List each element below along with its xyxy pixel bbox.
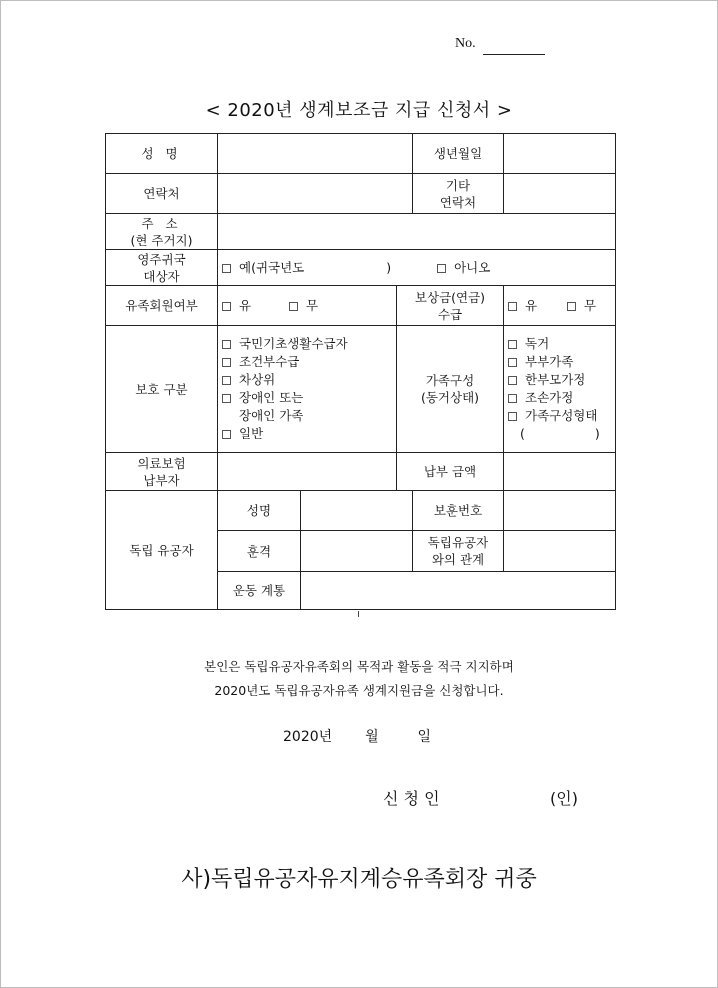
protection-option-near-poverty[interactable]: 차상위	[222, 371, 392, 389]
document-number-label: No.	[455, 36, 476, 51]
protection-label: 보호 구분	[106, 326, 218, 453]
form-title: < 2020년 생계보조금 지급 신청서 >	[205, 100, 513, 121]
date-year: 2020년	[283, 729, 333, 745]
checkbox-icon[interactable]	[222, 340, 231, 349]
table-tick-mark	[358, 611, 359, 617]
date-month: 월	[365, 729, 379, 745]
pension-label-line2: 수급	[437, 306, 463, 322]
family-label	[397, 326, 504, 453]
other-contact-label	[413, 174, 504, 214]
protection-options	[218, 326, 397, 453]
family-options	[504, 326, 616, 453]
repatriation-options	[218, 250, 616, 286]
application-date	[283, 726, 431, 746]
address-label-line1: 주 소	[141, 215, 182, 231]
statement-line2: 2020년도 독립유공자유족 생계지원금을 신청합니다.	[214, 683, 504, 698]
address-label-line2: (현 주거지)	[130, 232, 193, 248]
checkbox-icon[interactable]	[289, 302, 298, 311]
repatriation-no-option[interactable]: 아니오	[437, 260, 490, 275]
patriot-name-field[interactable]	[301, 491, 413, 531]
insurance-label-line2: 납부자	[143, 472, 180, 488]
checkbox-icon[interactable]	[437, 264, 446, 273]
family-other-field[interactable]: ( )	[520, 426, 600, 441]
patriot-label: 독립 유공자	[106, 491, 218, 610]
insurance-field[interactable]	[218, 453, 397, 491]
family-option-alone[interactable]: 독거	[508, 335, 611, 353]
other-contact-label-line2: 연락처	[439, 194, 477, 210]
document-number-field[interactable]	[483, 54, 545, 55]
pension-label	[397, 286, 504, 326]
checkbox-icon[interactable]	[222, 264, 231, 273]
other-contact-label-line1: 기타	[445, 177, 471, 193]
patriot-merit-label: 훈격	[218, 531, 301, 572]
patriot-name-label: 성명	[218, 491, 301, 531]
patriot-movement-label: 운동 계통	[218, 572, 301, 610]
statement-line1: 본인은 독립유공자유족회의 목적과 활동을 적극 지지하며	[204, 659, 514, 674]
patriot-relation-label-line2: 와의 관계	[431, 552, 485, 567]
family-label-line2: (동거상태)	[420, 390, 480, 405]
member-no-option[interactable]: 무	[289, 298, 318, 313]
patriot-relation-label	[413, 531, 504, 572]
patriot-number-field[interactable]	[504, 491, 616, 531]
statement	[0, 655, 718, 703]
protection-option-disabled-family: 장애인 가족	[239, 408, 304, 423]
repatriation-label-line2: 대상자	[143, 268, 180, 284]
application-form-table	[105, 133, 616, 610]
checkbox-icon[interactable]	[508, 376, 517, 385]
checkbox-icon[interactable]	[508, 358, 517, 367]
pension-no-option[interactable]: 무	[567, 298, 596, 313]
member-options	[218, 286, 397, 326]
contact-label: 연락처	[106, 174, 218, 214]
patriot-relation-label-line1: 독립유공자	[427, 535, 489, 550]
member-yes-option[interactable]: 유	[222, 298, 251, 313]
protection-option-basic-livelihood[interactable]: 국민기초생활수급자	[222, 335, 392, 353]
patriot-merit-field[interactable]	[301, 531, 413, 572]
family-option-grandparent[interactable]: 조손가정	[508, 389, 611, 407]
checkbox-icon[interactable]	[508, 302, 517, 311]
family-option-couple[interactable]: 부부가족	[508, 353, 611, 371]
address-field[interactable]	[218, 214, 616, 250]
applicant-label: 신 청 인	[383, 789, 440, 808]
checkbox-icon[interactable]	[222, 430, 231, 439]
checkbox-icon[interactable]	[222, 358, 231, 367]
birth-field[interactable]	[504, 134, 616, 174]
patriot-number-label: 보훈번호	[413, 491, 504, 531]
applicant-seal: (인)	[550, 789, 578, 808]
repatriation-yes-option[interactable]: 예(귀국년도	[222, 260, 304, 275]
date-day: 일	[417, 729, 432, 745]
name-field[interactable]	[218, 134, 413, 174]
payment-label: 납부 금액	[397, 453, 504, 491]
pension-options	[504, 286, 616, 326]
insurance-label-line1: 의료보험	[137, 455, 186, 471]
pension-yes-option[interactable]: 유	[508, 298, 537, 313]
family-label-line1: 가족구성	[425, 373, 475, 388]
contact-field[interactable]	[218, 174, 413, 214]
family-option-other[interactable]: 가족구성형태	[508, 407, 611, 425]
checkbox-icon[interactable]	[222, 302, 231, 311]
protection-option-general[interactable]: 일반	[222, 425, 392, 443]
checkbox-icon[interactable]	[508, 394, 517, 403]
repatriation-label	[106, 250, 218, 286]
repatriation-label-line1: 영주귀국	[137, 251, 186, 267]
repatriation-yes-close: )	[386, 260, 392, 275]
checkbox-icon[interactable]	[508, 412, 517, 421]
family-option-single-parent[interactable]: 한부모가정	[508, 371, 611, 389]
patriot-relation-field[interactable]	[504, 531, 616, 572]
other-contact-field[interactable]	[504, 174, 616, 214]
address-label	[106, 214, 218, 250]
patriot-movement-field[interactable]	[301, 572, 616, 610]
recipient: 사)독립유공자유지계승유족회장 귀중	[181, 867, 537, 892]
pension-label-line1: 보상금(연금)	[414, 289, 486, 305]
payment-field[interactable]	[504, 453, 616, 491]
protection-option-disabled[interactable]: 장애인 또는	[222, 389, 392, 407]
member-label: 유족회원여부	[106, 286, 218, 326]
protection-option-conditional[interactable]: 조건부수급	[222, 353, 392, 371]
checkbox-icon[interactable]	[567, 302, 576, 311]
checkbox-icon[interactable]	[222, 376, 231, 385]
name-label: 성 명	[106, 134, 218, 174]
checkbox-icon[interactable]	[222, 394, 231, 403]
insurance-label	[106, 453, 218, 491]
birth-label: 생년월일	[413, 134, 504, 174]
checkbox-icon[interactable]	[508, 340, 517, 349]
